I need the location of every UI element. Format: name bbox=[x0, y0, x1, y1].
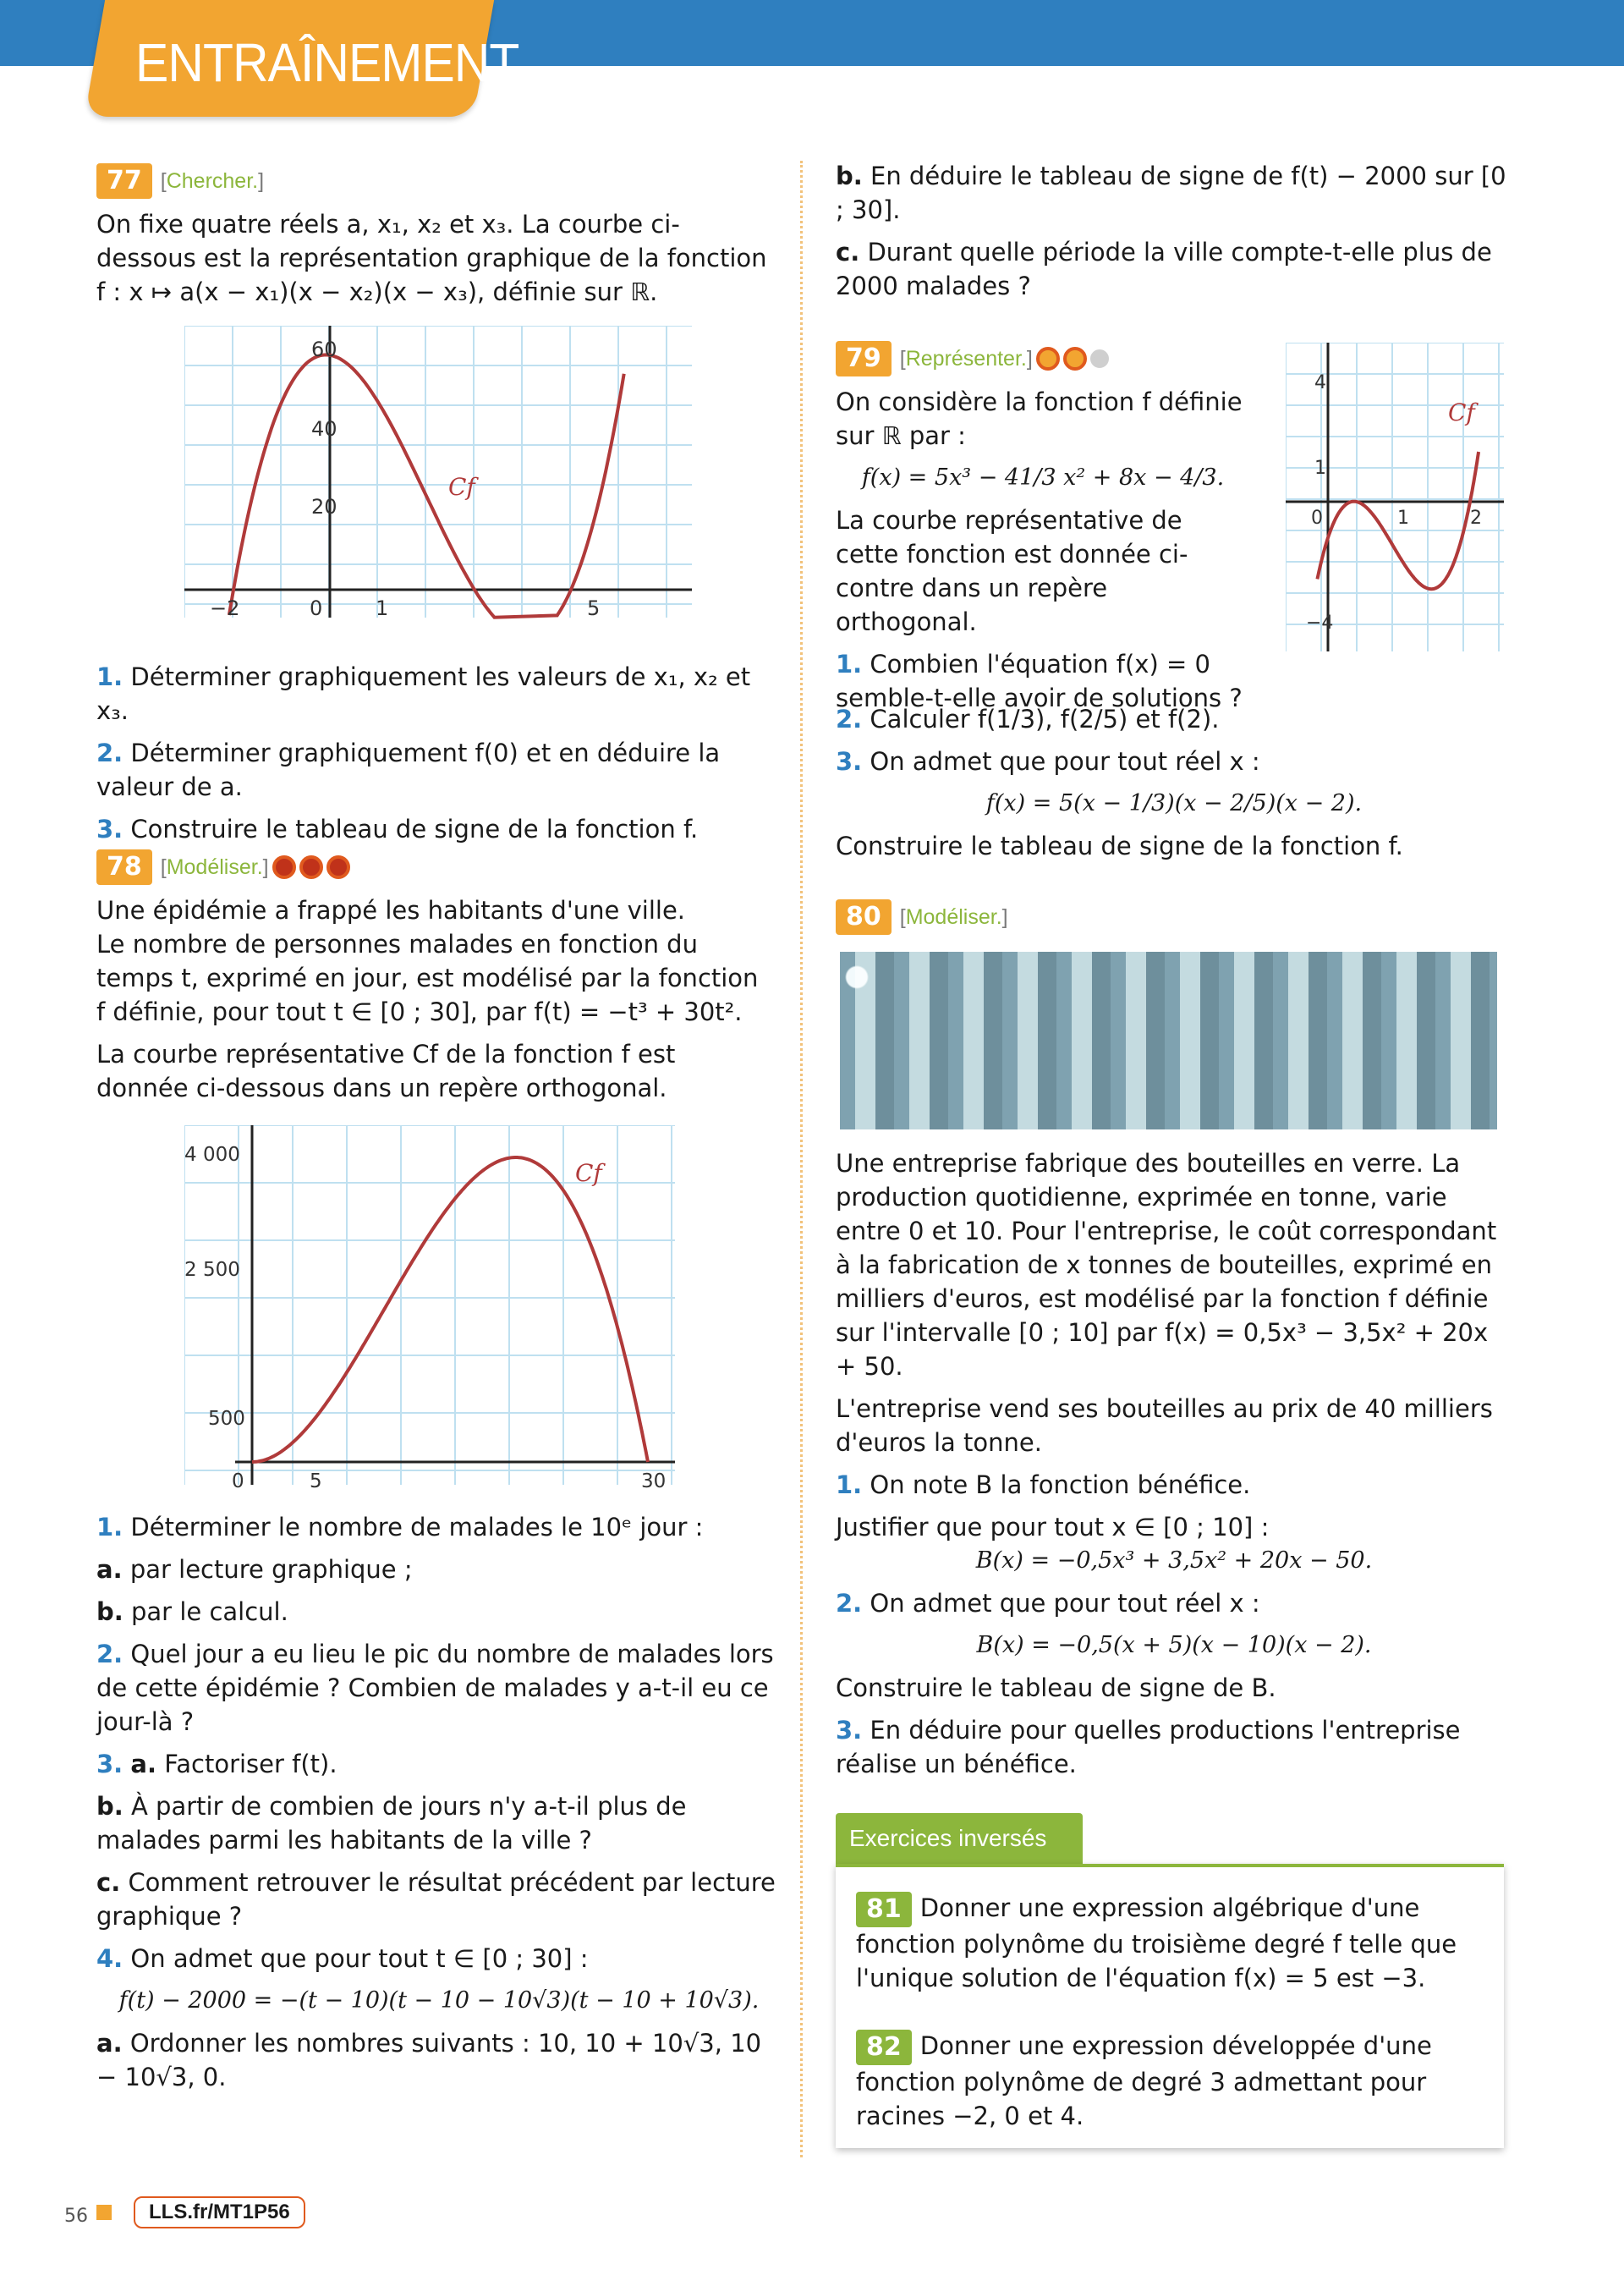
tick-y-4000: 4 000 bbox=[184, 1144, 240, 1166]
question-number: 1. bbox=[96, 1513, 123, 1541]
exercise-tag: Modéliser. bbox=[905, 905, 1002, 929]
sub-label: c. bbox=[836, 238, 860, 267]
glass-bottles-photo bbox=[840, 952, 1497, 1129]
exercise-tag: Représenter. bbox=[905, 347, 1027, 371]
question-3a: Factoriser f(t). bbox=[164, 1750, 337, 1778]
tick-y-m4: −4 bbox=[1306, 613, 1334, 634]
difficulty-icon bbox=[326, 855, 350, 879]
exercise-78: 78 [Modéliser.] Une épidémie a frappé les habitants d'une ville. Le nombre de personnes malades en fonction du temps t, exprimé en jour, est modélisé par la fonction f définie, pour tout t ∈ [0 ; 30], par f(t) = −t³ + 30t². La courbe représentative Cf de la fonction f est donnée ci-dessous dans un repère orthogonal. bbox=[96, 849, 773, 1113]
tick-y-4: 4 bbox=[1314, 372, 1326, 393]
question-2: Déterminer graphiquement f(0) et en déduire la valeur de a. bbox=[96, 739, 721, 801]
tick-x-2: 2 bbox=[1470, 508, 1482, 529]
exercise-77: 77 [Chercher.] On fixe quatre réels a, x₁, x₂ et x₃. La courbe ci-dessous est la représentation graphique de la fonction f : x ↦ a(x − x₁)(x − x₂)(x − x₃), définie sur ℝ. bbox=[96, 162, 773, 317]
difficulty-icon bbox=[1063, 347, 1087, 371]
question-2: Calculer f(1/3), f(2/5) et f(2). bbox=[870, 705, 1220, 734]
footer-square bbox=[96, 2205, 112, 2220]
question-2: Quel jour a eu lieu le pic du nombre de malades lors de cette épidémie ? Combien de malades y a-t-il eu ce jour-là ? bbox=[96, 1640, 774, 1736]
exercise-82-text: Donner une expression développée d'une fonction polynôme de degré 3 admettant pour racines −2, 0 et 4. bbox=[856, 2031, 1432, 2130]
equation: f(t) − 2000 = −(t − 10)(t − 10 − 10√3)(t − 10 + 10√3). bbox=[118, 1987, 760, 2014]
question-number: 3. bbox=[836, 747, 863, 776]
question-number: 2. bbox=[96, 739, 123, 767]
question-4c: Durant quelle période la ville compte-t-elle plus de 2000 malades ? bbox=[836, 238, 1492, 300]
question-number: 1. bbox=[836, 1470, 863, 1499]
question-4a: Ordonner les nombres suivants : 10, 10 + 10√3, 10 − 10√3, 0. bbox=[96, 2029, 762, 2091]
exercise-text: Une épidémie a frappé les habitants d'une ville. bbox=[96, 896, 686, 925]
exercise-81-text: Donner une expression algébrique d'une fonction polynôme du troisième degré f telle que l'unique solution de l'équation f(x) = 5 est −3. bbox=[856, 1893, 1457, 1992]
question-4b: En déduire le tableau de signe de f(t) − 2000 sur [0 ; 30]. bbox=[836, 162, 1506, 224]
question-3b: À partir de combien de jours n'y a-t-il plus de malades parmi les habitants de la ville ? bbox=[96, 1792, 687, 1855]
question-3: Construire le tableau de signe de la fonction f. bbox=[130, 815, 699, 844]
equation: B(x) = −0,5(x + 5)(x − 10)(x − 2). bbox=[976, 1632, 1372, 1658]
exercise-78-continued bbox=[836, 159, 1512, 311]
page-title: ENTRAÎNEMENT bbox=[135, 32, 519, 93]
inverted-exercises-box bbox=[836, 1864, 1504, 2148]
question-number: 3. bbox=[836, 1716, 863, 1745]
tick-y-1: 1 bbox=[1314, 458, 1326, 479]
exercise-79-questions bbox=[836, 702, 1512, 871]
difficulty-icon bbox=[1090, 349, 1109, 368]
exercise-number: 79 bbox=[836, 341, 892, 376]
question-3: En déduire pour quelles productions l'entreprise réalise un bénéfice. bbox=[836, 1716, 1461, 1778]
difficulty-icon bbox=[1036, 347, 1060, 371]
exercise-tag: Chercher. bbox=[166, 169, 259, 193]
exercise-77-questions bbox=[96, 660, 782, 854]
sub-label: a. bbox=[96, 1555, 123, 1584]
equation: f(x) = 5x³ − 41/3 x² + 8x − 4/3. bbox=[861, 464, 1225, 491]
exercise-text: La courbe représentative Cf de la fonction f est donnée ci-dessous dans un repère orthogonal. bbox=[96, 1040, 676, 1102]
exercise-intro: On fixe quatre réels a, x₁, x₂ et x₃. La courbe ci-dessous est la représentation graphique de la fonction bbox=[96, 210, 767, 272]
question-1a: par lecture graphique ; bbox=[129, 1555, 413, 1584]
graph-ex77 bbox=[184, 326, 692, 630]
question-number: 2. bbox=[836, 1589, 863, 1618]
tick-x-5: 5 bbox=[310, 1470, 322, 1492]
exercise-text: On considère la fonction f définie sur ℝ par : bbox=[836, 387, 1243, 450]
tick-x-5: 5 bbox=[587, 596, 601, 620]
question-1: Déterminer graphiquement les valeurs de x₁, x₂ et x₃. bbox=[96, 662, 751, 725]
question-1b: par le calcul. bbox=[131, 1597, 288, 1626]
tick-y-2500: 2 500 bbox=[184, 1259, 240, 1281]
difficulty-icon bbox=[272, 855, 296, 879]
tick-y-20: 20 bbox=[311, 495, 337, 519]
exercise-text: Une entreprise fabrique des bouteilles en verre. La production quotidienne, exprimée en tonne, varie entre 0 et 10. Pour l'entreprise, le coût correspondant à la fabrication de x tonnes de bouteilles, exprimé en milliers d'euros, est modélisé par la fonction f définie sur l'intervalle [0 ; 10] par f(x) = 0,5x³ − 3,5x² + 20x + 50. bbox=[836, 1149, 1497, 1381]
equation: B(x) = −0,5x³ + 3,5x² + 20x − 50. bbox=[975, 1547, 1373, 1574]
exercise-text: Le nombre de personnes malades en fonction du temps t, exprimé en jour, est modélisé par la fonction f définie, pour tout t ∈ [0 ; 30], par f(t) = −t³ + 30t². bbox=[96, 930, 759, 1026]
inverted-exercises-header bbox=[836, 1813, 1083, 1864]
curve-78 bbox=[252, 1157, 648, 1462]
exercise-number: 78 bbox=[96, 849, 152, 885]
difficulty-icon bbox=[299, 855, 323, 879]
tick-x-m2: −2 bbox=[210, 596, 240, 620]
tick-x-0: 0 bbox=[1311, 508, 1323, 529]
curve-label: Cf bbox=[575, 1159, 602, 1187]
inverted-exercises-title: Exercices inversés bbox=[849, 1825, 1047, 1851]
question-number: 1. bbox=[836, 650, 863, 679]
tick-x-0: 0 bbox=[310, 596, 323, 620]
exercise-function: f : x ↦ a(x − x₁)(x − x₂)(x − x₃), définie sur ℝ. bbox=[96, 278, 658, 306]
tick-y-60: 60 bbox=[311, 338, 337, 361]
exercise-text: La courbe représentative de cette fonction est donnée ci-contre dans un repère orthogonal. bbox=[836, 506, 1188, 636]
question-1: On note B la fonction bénéfice. bbox=[870, 1470, 1251, 1499]
exercise-79: 79 [Représenter.] On considère la fonction f définie sur ℝ par : f(x) = 5x³ − 41/3 x² + 8x − 4/3. La courbe représentative de cette fonction est donnée ci-contre dans un repère orthogonal. 1. Combien l'équation f(x) = 0 semble-t-elle avoir de solutions ? bbox=[836, 340, 1250, 723]
exercise-text: L'entreprise vend ses bouteilles au prix de 40 milliers d'euros la tonne. bbox=[836, 1394, 1493, 1457]
question-2: On admet que pour tout réel x : bbox=[870, 1589, 1260, 1618]
question-4: On admet que pour tout t ∈ [0 ; 30] : bbox=[130, 1944, 589, 1973]
exercise-78-questions bbox=[96, 1510, 782, 2102]
sub-label: b. bbox=[96, 1792, 123, 1821]
question-number: 3. bbox=[96, 815, 123, 844]
question-number: 2. bbox=[96, 1640, 123, 1668]
exercise-number: 77 bbox=[96, 163, 152, 199]
exercise-80-header: 80 [Modéliser.] bbox=[836, 898, 1512, 943]
tick-x-1: 1 bbox=[376, 596, 389, 620]
question-1: Déterminer le nombre de malades le 10ᵉ jour : bbox=[130, 1513, 704, 1541]
sub-label: c. bbox=[96, 1868, 121, 1897]
tick-y-40: 40 bbox=[311, 417, 337, 441]
sub-label: b. bbox=[836, 162, 863, 190]
question-3: On admet que pour tout réel x : bbox=[870, 747, 1260, 776]
exercise-tag: Modéliser. bbox=[166, 855, 263, 879]
page-number: 56 bbox=[64, 2206, 88, 2227]
curve-77 bbox=[229, 354, 624, 617]
question-1-b: Justifier que pour tout x ∈ [0 ; 10] : bbox=[836, 1513, 1270, 1541]
graph-ex78 bbox=[184, 1125, 692, 1497]
question-number: 2. bbox=[836, 705, 863, 734]
exercise-number: 82 bbox=[856, 2030, 912, 2065]
column-divider bbox=[800, 161, 803, 2157]
tick-y-500: 500 bbox=[208, 1408, 245, 1430]
exercise-80 bbox=[836, 1146, 1512, 1789]
question-number: 1. bbox=[96, 662, 123, 691]
sub-label: b. bbox=[96, 1597, 123, 1626]
sub-label: a. bbox=[96, 2029, 123, 2058]
equation: f(x) = 5(x − 1/3)(x − 2/5)(x − 2). bbox=[985, 790, 1363, 816]
question-1: Combien l'équation f(x) = 0 semble-t-elle avoir de solutions ? bbox=[836, 650, 1243, 712]
curve-label: Cf bbox=[448, 473, 475, 501]
question-number: 4. bbox=[96, 1944, 123, 1973]
curve-label: Cf bbox=[1448, 398, 1475, 426]
question-3-end: Construire le tableau de signe de la fonction f. bbox=[836, 832, 1403, 860]
lls-link[interactable]: LLS.fr/MT1P56 bbox=[134, 2196, 305, 2228]
tick-x-30: 30 bbox=[641, 1470, 667, 1492]
question-number: 3. bbox=[96, 1750, 123, 1778]
question-3c: Comment retrouver le résultat précédent par lecture graphique ? bbox=[96, 1868, 776, 1931]
sub-label: a. bbox=[130, 1750, 157, 1778]
exercise-number: 81 bbox=[856, 1892, 912, 1927]
question-2-end: Construire le tableau de signe de B. bbox=[836, 1673, 1276, 1702]
tick-x-1: 1 bbox=[1397, 508, 1409, 529]
graph-ex79 bbox=[1286, 343, 1506, 656]
exercise-number: 80 bbox=[836, 899, 892, 935]
tick-x-0: 0 bbox=[232, 1470, 244, 1492]
